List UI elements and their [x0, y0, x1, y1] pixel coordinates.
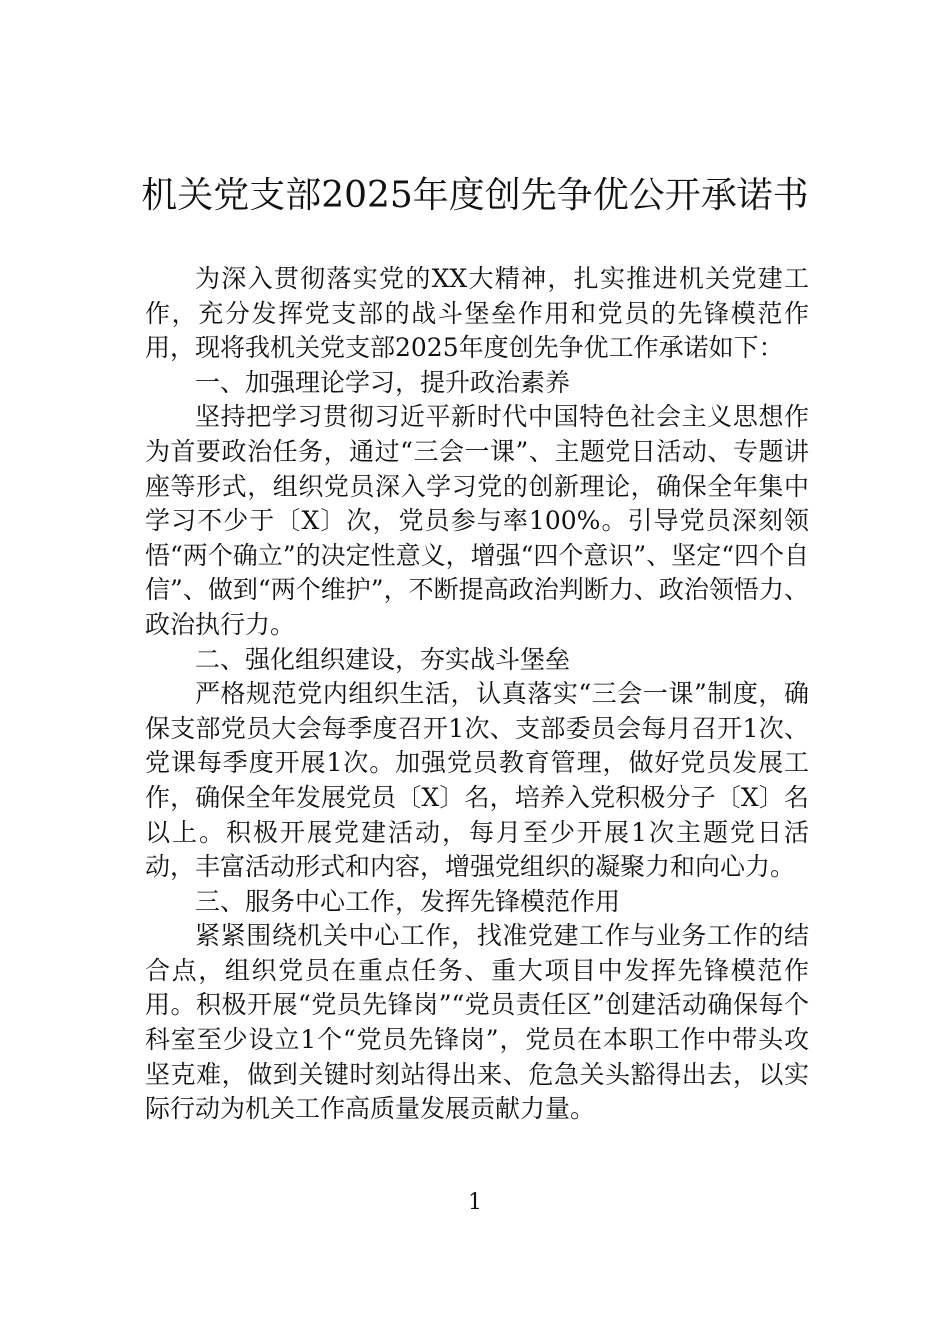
intro-paragraph: 为深入贯彻落实党的XX大精神，扎实推进机关党建工作，充分发挥党支部的战斗堡垒作用和党员的先锋模范作用，现将我机关党支部2025年度创先争优工作承诺如下： — [145, 264, 809, 363]
section-body-2: 严格规范党内组织生活，认真落实“三会一课”制度，确保支部党员大会每季度召开1次、支部委员会每月召开1次、党课每季度开展1次。加强党员教育管理，做好党员发展工作，确保全年发展党员〔X〕名，培养入党积极分子〔X〕名以上。积极开展党建活动，每月至少开展1次主题党日活动，丰富活动形式和内容，增强党组织的凝聚力和向心力。 — [145, 679, 809, 882]
section-body-1: 坚持把学习贯彻习近平新时代中国特色社会主义思想作为首要政治任务，通过“三会一课”、主题党日活动、专题讲座等形式，组织党员深入学习党的创新理论，确保全年集中学习不少于〔X〕次，党员参与率100%。引导党员深刻领悟“两个确立”的决定性意义，增强“四个意识”、坚定“四个自信”、做到“两个维护”，不断提高政治判断力、政治领悟力、政治执行力。 — [145, 402, 809, 639]
section-heading-2: 二、强化组织建设，夯实战斗堡垒 — [195, 644, 571, 674]
page-number: 1 — [468, 1190, 482, 1215]
document-body — [145, 228, 809, 1127]
section-heading-1: 一、加强理论学习，提升政治素养 — [195, 367, 571, 397]
section-heading-3: 三、服务中心工作，发挥先锋模范作用 — [195, 886, 621, 916]
section-body-3: 紧紧围绕机关中心工作，找准党建工作与业务工作的结合点，组织党员在重点任务、重大项目中发挥先锋模范作用。积极开展“党员先锋岗”“党员责任区”创建活动确保每个科室至少设立1个“党员先锋岗”，党员在本职工作中带头攻坚克难，做到关键时刻站得出来、危急关头豁得出去，以实际行动为机关工作高质量发展贡献力量。 — [145, 921, 809, 1124]
document-title: 机关党支部2025年度创先争优公开承诺书 — [141, 175, 809, 216]
